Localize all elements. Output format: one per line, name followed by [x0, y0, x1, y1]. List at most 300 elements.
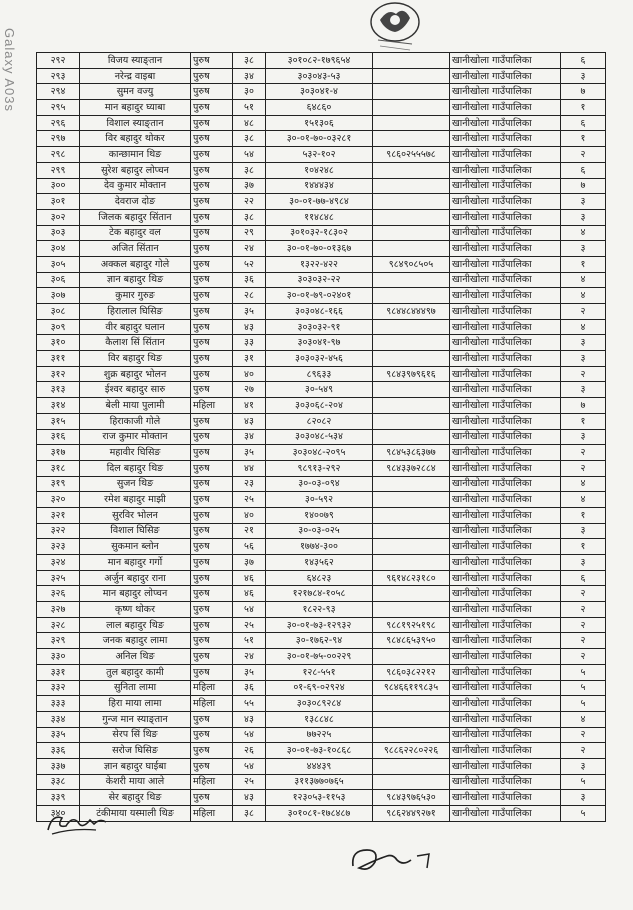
location-cell: खानीखोला गाउँपालिका — [450, 194, 561, 210]
sn-cell: ३२० — [37, 492, 80, 508]
id-cell: १४३५६२ — [266, 555, 373, 571]
phone-cell — [373, 225, 450, 241]
phone-cell — [373, 351, 450, 367]
table-row — [37, 649, 606, 665]
phone-cell — [373, 492, 450, 508]
gender-cell: पुरुष — [191, 178, 233, 194]
ward-cell: १ — [561, 256, 606, 272]
age-cell: ३७ — [233, 555, 266, 571]
phone-cell: ९८४४८४४४९७ — [373, 304, 450, 320]
gender-cell: पुरुष — [191, 288, 233, 304]
beneficiary-table — [36, 52, 606, 822]
location-cell: खानीखोला गाउँपालिका — [450, 492, 561, 508]
age-cell: ५१ — [233, 100, 266, 116]
sn-cell: ३३७ — [37, 758, 80, 774]
name-cell: कृष्ण थोकर — [80, 602, 191, 618]
gender-cell: महिला — [191, 774, 233, 790]
age-cell: २५ — [233, 492, 266, 508]
ward-cell: १ — [561, 100, 606, 116]
location-cell: खानीखोला गाउँपालिका — [450, 664, 561, 680]
phone-cell — [373, 429, 450, 445]
location-cell: खानीखोला गाउँपालिका — [450, 382, 561, 398]
gender-cell: पुरुष — [191, 523, 233, 539]
ward-cell: २ — [561, 366, 606, 382]
table-row — [37, 256, 606, 272]
id-cell: १२१७८४-१०५८ — [266, 586, 373, 602]
sn-cell: ३३३ — [37, 696, 80, 712]
phone-cell — [373, 413, 450, 429]
location-cell: खानीखोला गाउँपालिका — [450, 272, 561, 288]
gender-cell: पुरुष — [191, 758, 233, 774]
gender-cell: पुरुष — [191, 319, 233, 335]
sn-cell: ३०८ — [37, 304, 80, 320]
sn-cell: ३१३ — [37, 382, 80, 398]
sn-cell: ३२६ — [37, 586, 80, 602]
ward-cell: २ — [561, 743, 606, 759]
gender-cell: पुरुष — [191, 413, 233, 429]
sn-cell: ३०३ — [37, 225, 80, 241]
location-cell: खानीखोला गाउँपालिका — [450, 523, 561, 539]
ward-cell: ५ — [561, 680, 606, 696]
sn-cell: ३१२ — [37, 366, 80, 382]
name-cell: हिराकाजी गोले — [80, 413, 191, 429]
id-cell: ३०३०४८-५३४ — [266, 429, 373, 445]
location-cell: खानीखोला गाउँपालिका — [450, 711, 561, 727]
table-row — [37, 398, 606, 414]
id-cell: ११४८४८ — [266, 209, 373, 225]
name-cell: शुक्र बहादुर भोलन — [80, 366, 191, 382]
phone-cell: ९८४३९७९६१६ — [373, 366, 450, 382]
ward-cell: ४ — [561, 225, 606, 241]
gender-cell: पुरुष — [191, 256, 233, 272]
id-cell: १२३०५३-११५३ — [266, 790, 373, 806]
age-cell: ४१ — [233, 398, 266, 414]
phone-cell — [373, 115, 450, 131]
ward-cell: २ — [561, 617, 606, 633]
id-cell: १८२२-९३ — [266, 602, 373, 618]
location-cell: खानीखोला गाउँपालिका — [450, 460, 561, 476]
gender-cell: पुरुष — [191, 335, 233, 351]
location-cell: खानीखोला गाउँपालिका — [450, 570, 561, 586]
table-row — [37, 100, 606, 116]
id-cell: ३०-०३-०२५ — [266, 523, 373, 539]
phone-cell — [373, 727, 450, 743]
sn-cell: ३११ — [37, 351, 80, 367]
phone-cell — [373, 758, 450, 774]
gender-cell: पुरुष — [191, 162, 233, 178]
phone-cell: ९८६०२५५५७८ — [373, 147, 450, 163]
name-cell: सेर बहादुर थिङ — [80, 790, 191, 806]
name-cell: सुरेश बहादुर लोप्चन — [80, 162, 191, 178]
location-cell: खानीखोला गाउँपालिका — [450, 178, 561, 194]
name-cell: सुजन थिङ — [80, 476, 191, 492]
age-cell: ४३ — [233, 711, 266, 727]
gender-cell: पुरुष — [191, 649, 233, 665]
age-cell: २३ — [233, 476, 266, 492]
sn-cell: ३१६ — [37, 429, 80, 445]
sn-cell: २९७ — [37, 131, 80, 147]
id-cell: ३०-०१-७०-०१३६७ — [266, 241, 373, 257]
id-cell: १४००७९ — [266, 507, 373, 523]
gender-cell: पुरुष — [191, 507, 233, 523]
location-cell: खानीखोला गाउँपालिका — [450, 617, 561, 633]
name-cell: ज्ञान बहादुर घाईबा — [80, 758, 191, 774]
ward-cell: ६ — [561, 53, 606, 69]
table-row — [37, 727, 606, 743]
sn-cell: ३३१ — [37, 664, 80, 680]
name-cell: सेरप सिं थिङ — [80, 727, 191, 743]
name-cell: लाल बहादुर थिङ — [80, 617, 191, 633]
sn-cell: ३२३ — [37, 539, 80, 555]
location-cell: खानीखोला गाउँपालिका — [450, 649, 561, 665]
id-cell: ३०-०१-७३-१०८६८ — [266, 743, 373, 759]
sn-cell: ३०६ — [37, 272, 80, 288]
age-cell: ५५ — [233, 696, 266, 712]
ward-cell: ३ — [561, 429, 606, 445]
sn-cell: ३३४ — [37, 711, 80, 727]
location-cell: खानीखोला गाउँपालिका — [450, 100, 561, 116]
gender-cell: पुरुष — [191, 115, 233, 131]
table-row — [37, 539, 606, 555]
name-cell: सुरविर भोलन — [80, 507, 191, 523]
name-cell: सुकमान ब्लोन — [80, 539, 191, 555]
location-cell: खानीखोला गाउँपालिका — [450, 115, 561, 131]
name-cell: अजित सिंतान — [80, 241, 191, 257]
location-cell: खानीखोला गाउँपालिका — [450, 602, 561, 618]
ward-cell: ४ — [561, 319, 606, 335]
ward-cell: ७ — [561, 398, 606, 414]
id-cell: १२८-५५१ — [266, 664, 373, 680]
sn-cell: २९९ — [37, 162, 80, 178]
age-cell: ३० — [233, 84, 266, 100]
signature-right — [345, 838, 440, 878]
signature-left — [42, 808, 112, 840]
age-cell: ३८ — [233, 806, 266, 822]
sn-cell: ३२२ — [37, 523, 80, 539]
age-cell: ३६ — [233, 680, 266, 696]
location-cell: खानीखोला गाउँपालिका — [450, 586, 561, 602]
table-row — [37, 743, 606, 759]
sn-cell: ३१९ — [37, 476, 80, 492]
name-cell: देव कुमार मोक्तान — [80, 178, 191, 194]
phone-cell — [373, 84, 450, 100]
age-cell: ४३ — [233, 413, 266, 429]
table-row — [37, 162, 606, 178]
ward-cell: १ — [561, 507, 606, 523]
id-cell: ३०-०३-०९४ — [266, 476, 373, 492]
age-cell: ३४ — [233, 68, 266, 84]
phone-cell — [373, 131, 450, 147]
location-cell: खानीखोला गाउँपालिका — [450, 84, 561, 100]
age-cell: २१ — [233, 523, 266, 539]
id-cell: ३०-५९२ — [266, 492, 373, 508]
id-cell: ३०३०४१-४ — [266, 84, 373, 100]
phone-cell — [373, 335, 450, 351]
ward-cell: ५ — [561, 664, 606, 680]
ward-cell: ३ — [561, 790, 606, 806]
location-cell: खानीखोला गाउँपालिका — [450, 225, 561, 241]
gender-cell: पुरुष — [191, 366, 233, 382]
age-cell: २४ — [233, 241, 266, 257]
ward-cell: १ — [561, 413, 606, 429]
sn-cell: ३२८ — [37, 617, 80, 633]
age-cell: २५ — [233, 617, 266, 633]
table-row — [37, 382, 606, 398]
location-cell: खानीखोला गाउँपालिका — [450, 445, 561, 461]
table-row — [37, 413, 606, 429]
sn-cell: ३१५ — [37, 413, 80, 429]
name-cell: कुमार गुरुङ — [80, 288, 191, 304]
id-cell: ३०३०४८-१६६ — [266, 304, 373, 320]
name-cell: वीर बहादुर घलान — [80, 319, 191, 335]
age-cell: ५४ — [233, 758, 266, 774]
table-row — [37, 304, 606, 320]
sn-cell: ३३६ — [37, 743, 80, 759]
sn-cell: ३१७ — [37, 445, 80, 461]
ward-cell: ३ — [561, 241, 606, 257]
sn-cell: २९४ — [37, 84, 80, 100]
age-cell: ४६ — [233, 586, 266, 602]
table-row — [37, 351, 606, 367]
name-cell: ज्ञान बहादुर थिङ — [80, 272, 191, 288]
ward-cell: ३ — [561, 758, 606, 774]
phone-cell — [373, 555, 450, 571]
gender-cell: पुरुष — [191, 555, 233, 571]
gender-cell: पुरुष — [191, 586, 233, 602]
ward-cell: २ — [561, 460, 606, 476]
gender-cell: पुरुष — [191, 304, 233, 320]
location-cell: खानीखोला गाउँपालिका — [450, 335, 561, 351]
age-cell: ५२ — [233, 256, 266, 272]
location-cell: खानीखोला गाउँपालिका — [450, 147, 561, 163]
id-cell: १३८८४८ — [266, 711, 373, 727]
ward-cell: ३ — [561, 68, 606, 84]
table-row — [37, 790, 606, 806]
ward-cell: ७ — [561, 178, 606, 194]
gender-cell: पुरुष — [191, 790, 233, 806]
id-cell: ८२०८२ — [266, 413, 373, 429]
gender-cell: पुरुष — [191, 476, 233, 492]
age-cell: २६ — [233, 743, 266, 759]
age-cell: ४३ — [233, 790, 266, 806]
gender-cell: पुरुष — [191, 382, 233, 398]
age-cell: २९ — [233, 225, 266, 241]
ward-cell: ३ — [561, 209, 606, 225]
phone-cell — [373, 649, 450, 665]
age-cell: ४३ — [233, 319, 266, 335]
phone-cell — [373, 696, 450, 712]
table-row — [37, 523, 606, 539]
name-cell: विजय स्याङ्तान — [80, 53, 191, 69]
ward-cell: १ — [561, 131, 606, 147]
ward-cell: २ — [561, 304, 606, 320]
phone-cell: ९८६०३८२२१२ — [373, 664, 450, 680]
ward-cell: २ — [561, 633, 606, 649]
id-cell: ३०३०३२-९१ — [266, 319, 373, 335]
phone-cell — [373, 523, 450, 539]
sn-cell: ३४० — [37, 806, 80, 822]
id-cell: ८९६३३ — [266, 366, 373, 382]
phone-cell — [373, 241, 450, 257]
name-cell: महावीर घिसिङ — [80, 445, 191, 461]
id-cell: ३०३०३२-४५६ — [266, 351, 373, 367]
location-cell: खानीखोला गाउँपालिका — [450, 162, 561, 178]
phone-cell — [373, 288, 450, 304]
ward-cell: २ — [561, 147, 606, 163]
name-cell: अर्जुन बहादुर राना — [80, 570, 191, 586]
age-cell: ५१ — [233, 633, 266, 649]
ward-cell: ३ — [561, 351, 606, 367]
phone-cell: ९८४९०८५०५ — [373, 256, 450, 272]
age-cell: ३३ — [233, 335, 266, 351]
location-cell: खानीखोला गाउँपालिका — [450, 398, 561, 414]
name-cell: जनक बहादुर लामा — [80, 633, 191, 649]
age-cell: ५४ — [233, 602, 266, 618]
location-cell: खानीखोला गाउँपालिका — [450, 476, 561, 492]
phone-cell — [373, 162, 450, 178]
id-cell: ३०३०४८-२०९५ — [266, 445, 373, 461]
phone-cell — [373, 319, 450, 335]
phone-cell — [373, 194, 450, 210]
table-row — [37, 806, 606, 822]
location-cell: खानीखोला गाउँपालिका — [450, 555, 561, 571]
ward-cell: २ — [561, 727, 606, 743]
ward-cell: ५ — [561, 806, 606, 822]
age-cell: २२ — [233, 194, 266, 210]
name-cell: कान्छामान थिङ — [80, 147, 191, 163]
age-cell: ३५ — [233, 304, 266, 320]
table-row — [37, 178, 606, 194]
gender-cell: पुरुष — [191, 209, 233, 225]
id-cell: ७७२२५ — [266, 727, 373, 743]
gender-cell: पुरुष — [191, 711, 233, 727]
name-cell: जिलक बहादुर सिंतान — [80, 209, 191, 225]
location-cell: खानीखोला गाउँपालिका — [450, 507, 561, 523]
id-cell: ३०-०१-७७-४९८४ — [266, 194, 373, 210]
location-cell: खानीखोला गाउँपालिका — [450, 743, 561, 759]
table-row — [37, 664, 606, 680]
age-cell: ३७ — [233, 178, 266, 194]
sn-cell: ३३० — [37, 649, 80, 665]
location-cell: खानीखोला गाउँपालिका — [450, 413, 561, 429]
gender-cell: पुरुष — [191, 727, 233, 743]
table-row — [37, 586, 606, 602]
name-cell: तुल बहादुर कामी — [80, 664, 191, 680]
name-cell: कैलाश सिं सिंतान — [80, 335, 191, 351]
table-row — [37, 617, 606, 633]
phone-cell: ९८४८६५३९५० — [373, 633, 450, 649]
location-cell: खानीखोला गाउँपालिका — [450, 696, 561, 712]
name-cell: गुन्ज मान स्याङ्तान — [80, 711, 191, 727]
id-cell: १०४२४८ — [266, 162, 373, 178]
ward-cell: ३ — [561, 382, 606, 398]
sn-cell: ३०२ — [37, 209, 80, 225]
table-row — [37, 335, 606, 351]
ward-cell: २ — [561, 586, 606, 602]
ward-cell: ३ — [561, 335, 606, 351]
location-cell: खानीखोला गाउँपालिका — [450, 790, 561, 806]
age-cell: ३५ — [233, 664, 266, 680]
location-cell: खानीखोला गाउँपालिका — [450, 131, 561, 147]
id-cell: १५१३०६ — [266, 115, 373, 131]
sn-cell: ३०० — [37, 178, 80, 194]
sn-cell: ३२४ — [37, 555, 80, 571]
age-cell: २८ — [233, 288, 266, 304]
phone-cell: ९८८१९२५१९८ — [373, 617, 450, 633]
gender-cell: पुरुष — [191, 351, 233, 367]
id-cell: ३११३७७०७६५ — [266, 774, 373, 790]
gender-cell: पुरुष — [191, 539, 233, 555]
age-cell: ५४ — [233, 727, 266, 743]
gender-cell: महिला — [191, 680, 233, 696]
table-row — [37, 288, 606, 304]
location-cell: खानीखोला गाउँपालिका — [450, 366, 561, 382]
sn-cell: ३१० — [37, 335, 80, 351]
id-cell: ३०३०४१-९७ — [266, 335, 373, 351]
age-cell: ३८ — [233, 131, 266, 147]
table-row — [37, 366, 606, 382]
gender-cell: पुरुष — [191, 241, 233, 257]
id-cell: ६४८२३ — [266, 570, 373, 586]
name-cell: मान बहादुर घ्याबा — [80, 100, 191, 116]
phone-cell — [373, 209, 450, 225]
gender-cell: पुरुष — [191, 131, 233, 147]
gender-cell: पुरुष — [191, 664, 233, 680]
table-row — [37, 84, 606, 100]
location-cell: खानीखोला गाउँपालिका — [450, 680, 561, 696]
gender-cell: पुरुष — [191, 617, 233, 633]
table-row — [37, 696, 606, 712]
ward-cell: २ — [561, 445, 606, 461]
id-cell: ३०-०१-७०-०३२८१ — [266, 131, 373, 147]
gender-cell: महिला — [191, 696, 233, 712]
table-row — [37, 555, 606, 571]
sn-cell: २९८ — [37, 147, 80, 163]
table-row — [37, 115, 606, 131]
name-cell: ईश्वर बहादुर सारु — [80, 382, 191, 398]
gender-cell: पुरुष — [191, 100, 233, 116]
table-row — [37, 241, 606, 257]
id-cell: ५३२-१०२ — [266, 147, 373, 163]
age-cell: २४ — [233, 649, 266, 665]
phone-cell — [373, 100, 450, 116]
name-cell: अक्कल बहादुर गोले — [80, 256, 191, 272]
table-row — [37, 758, 606, 774]
table-row — [37, 131, 606, 147]
table-row — [37, 460, 606, 476]
phone-cell — [373, 476, 450, 492]
phone-cell — [373, 53, 450, 69]
name-cell: देवराज दोङ — [80, 194, 191, 210]
name-cell: नरेन्द्र वाइबा — [80, 68, 191, 84]
phone-cell: ९८८६२२८०२२६ — [373, 743, 450, 759]
age-cell: ३४ — [233, 429, 266, 445]
ward-cell: २ — [561, 602, 606, 618]
age-cell: ४० — [233, 366, 266, 382]
location-cell: खानीखोला गाउँपालिका — [450, 633, 561, 649]
age-cell: ३१ — [233, 351, 266, 367]
sn-cell: ३२५ — [37, 570, 80, 586]
gender-cell: पुरुष — [191, 429, 233, 445]
table-row — [37, 194, 606, 210]
phone-cell: ९८६२४४९२७१ — [373, 806, 450, 822]
phone-cell: ९६१४८२३१८० — [373, 570, 450, 586]
location-cell: खानीखोला गाउँपालिका — [450, 351, 561, 367]
id-cell: ३०१०३२-१८३०२ — [266, 225, 373, 241]
location-cell: खानीखोला गाउँपालिका — [450, 727, 561, 743]
gender-cell: महिला — [191, 398, 233, 414]
camera-watermark: Galaxy A03s — [2, 28, 17, 112]
